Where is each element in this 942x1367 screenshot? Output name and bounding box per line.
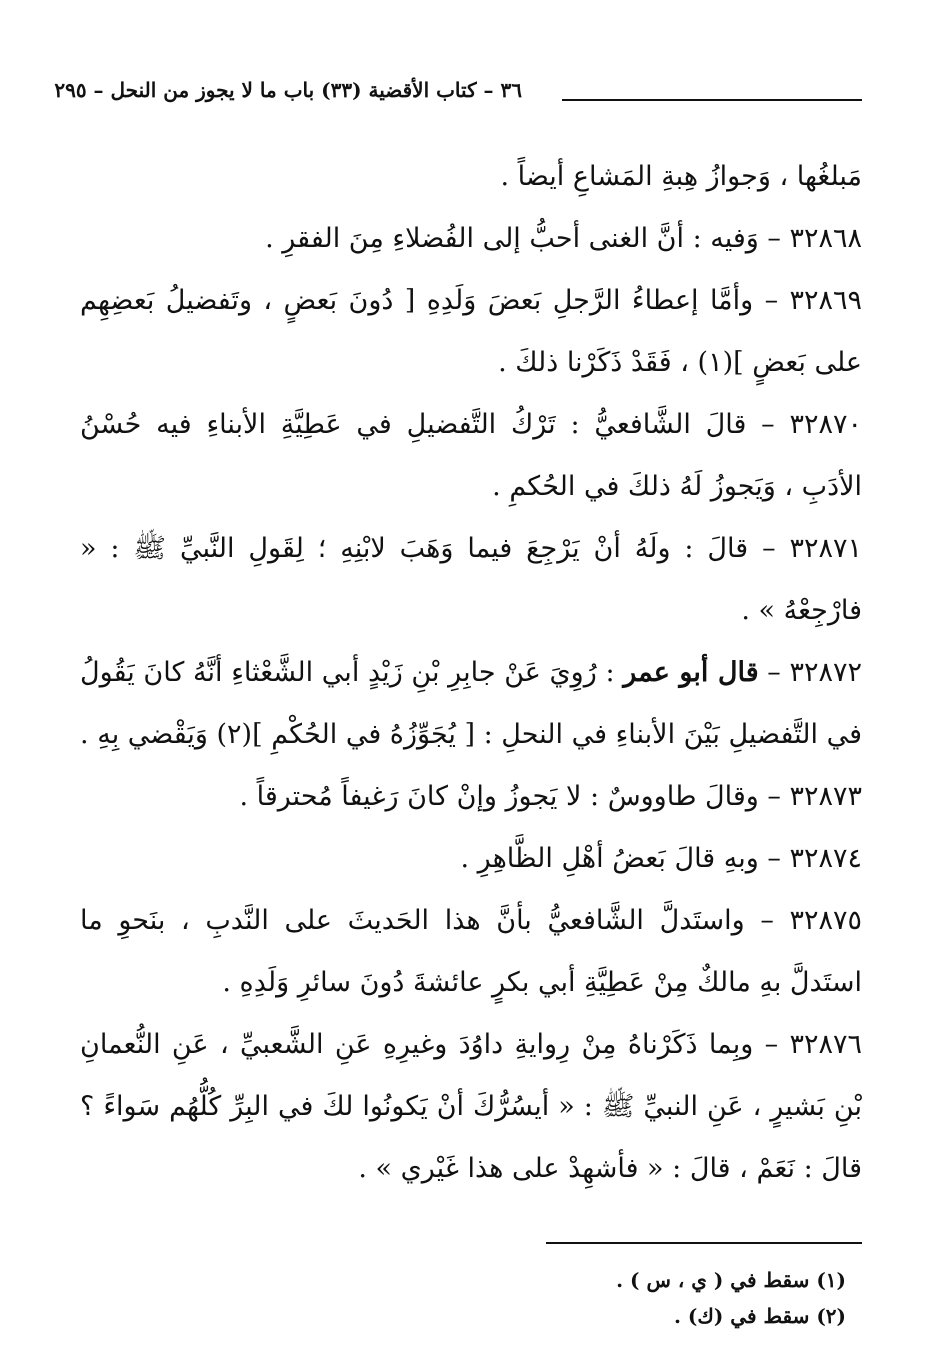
paragraph-text: – وَفيه : أنَّ الغنى أحبُّ إلى الفُضلاءِ مِنَ الفقرِ . [265, 223, 790, 254]
paragraph-number: ٣٢٨٧٥ [789, 905, 862, 936]
footnote-rule [546, 1242, 862, 1244]
footnotes [146, 1262, 846, 1334]
paragraph-text: مَبلغُها ، وَجوازُ هِبةِ المَشاعِ أيضاً . [500, 161, 862, 192]
paragraph-text: – وبهِ قالَ بَعضُ أهْلِ الظَّاهِرِ . [460, 843, 790, 874]
header-title: ٣٦ – كتاب الأقضية (٣٣) باب ما لا يجوز من النحل – ٢٩٥ [54, 78, 522, 102]
paragraph-32876 [80, 1014, 862, 1200]
paragraph-label: قال أبو عمر [623, 657, 759, 688]
paragraph-32872: ٣٢٨٧٢ – قال أبو عمر : رُوِيَ عَنْ جابِرِ بْنِ زَيْدٍ أبي الشَّعْثاءِ أنَّهُ كانَ يَقُولُ في التَّفضيلِ بَيْنَ الأبناءِ في النحلِ : [ يُجَوِّزُهُ في الحُكْمِ ](٢) وَيَقْضي بِهِ . [80, 657, 863, 750]
paragraph-32868 [80, 208, 862, 270]
paragraph-32875 [80, 890, 862, 1014]
paragraph-32870 [80, 394, 862, 518]
paragraph-number: ٣٢٨٧٦ [789, 1029, 862, 1060]
paragraph-number: ٣٢٨٧١ [789, 533, 862, 564]
paragraph-32869 [80, 270, 862, 394]
footnote-2: (٢) سقط في (ك) . [674, 1304, 846, 1328]
paragraph-text: – وبِما ذَكَرْناهُ مِنْ رِوايةِ داوُدَ وغيرِهِ عَنِ الشَّعبيِّ ، عَنِ النُّعمانِ بْنِ بَشيرٍ ، عَنِ النبيِّ ﷺ : « أيسُرُّكَ أنْ يَكونُوا لكَ في البِرِّ كُلُّهُم سَواءً ؟ قالَ : نَعَمْ ، قالَ : « فأشهِدْ على هذا غَيْري » . [80, 1029, 862, 1184]
paragraph-32874 [80, 828, 862, 890]
main-text [80, 146, 862, 1200]
header-rule [562, 99, 862, 101]
footnote-1: (١) سقط في ( ي ، س ) . [616, 1268, 846, 1292]
running-header [54, 78, 862, 118]
paragraph-text: – قالَ : ولَهُ أنْ يَرْجِعَ فيما وَهَبَ لابْنِهِ ؛ لِقَولِ النَّبيِّ ﷺ : « فارْجِعْهُ » . [80, 533, 862, 626]
paragraph-number: ٣٢٨٦٨ [789, 223, 862, 254]
paragraph-continuation [80, 146, 862, 208]
paragraph-32871 [80, 518, 862, 642]
paragraph-text: – قالَ الشَّافعيُّ : تَرْكُ التَّفضيلِ في عَطِيَّةِ الأبناءِ فيه حُسْنُ الأدَبِ ، وَيَجوزُ لَهُ ذلكَ في الحُكمِ . [80, 409, 862, 502]
paragraph-number: ٣٢٨٦٩ [789, 285, 862, 316]
paragraph-number: ٣٢٨٧٤ [789, 843, 862, 874]
paragraph-32873 [80, 766, 862, 828]
paragraph-text: : رُوِيَ عَنْ جابِرِ بْنِ زَيْدٍ أبي الشَّعْثاءِ أنَّهُ كانَ يَقُولُ في التَّفضيلِ بَيْنَ الأبناءِ في النحلِ : [ يُجَوِّزُهُ في الحُكْمِ ](٢) وَيَقْضي بِهِ . [80, 657, 862, 750]
paragraph-text: – وأمَّا إعطاءُ الرَّجلِ بَعضَ وَلَدِهِ [ دُونَ بَعضٍ ، وتَفضيلُ بَعضِهِم على بَعضٍ ](١) ، فَقَدْ ذَكَرْنا ذلكَ . [80, 285, 862, 378]
paragraph-number: ٣٢٨٧٠ [789, 409, 862, 440]
paragraph-number: ٣٢٨٧٣ [789, 781, 862, 812]
paragraph-number: ٣٢٨٧٢ [789, 657, 863, 688]
paragraph-text: – واستَدلَّ الشَّافعيُّ بأنَّ هذا الحَديثَ على النَّدبِ ، بنَحوِ ما استَدلَّ بهِ مالكٌ مِنْ عَطِيَّةِ أبي بكرٍ عائشةَ دُونَ سائرِ وَلَدِهِ . [80, 905, 862, 998]
paragraph-text: – وقالَ طاووسٌ : لا يَجوزُ وإنْ كانَ رَغيفاً مُحترقاً . [239, 781, 790, 812]
